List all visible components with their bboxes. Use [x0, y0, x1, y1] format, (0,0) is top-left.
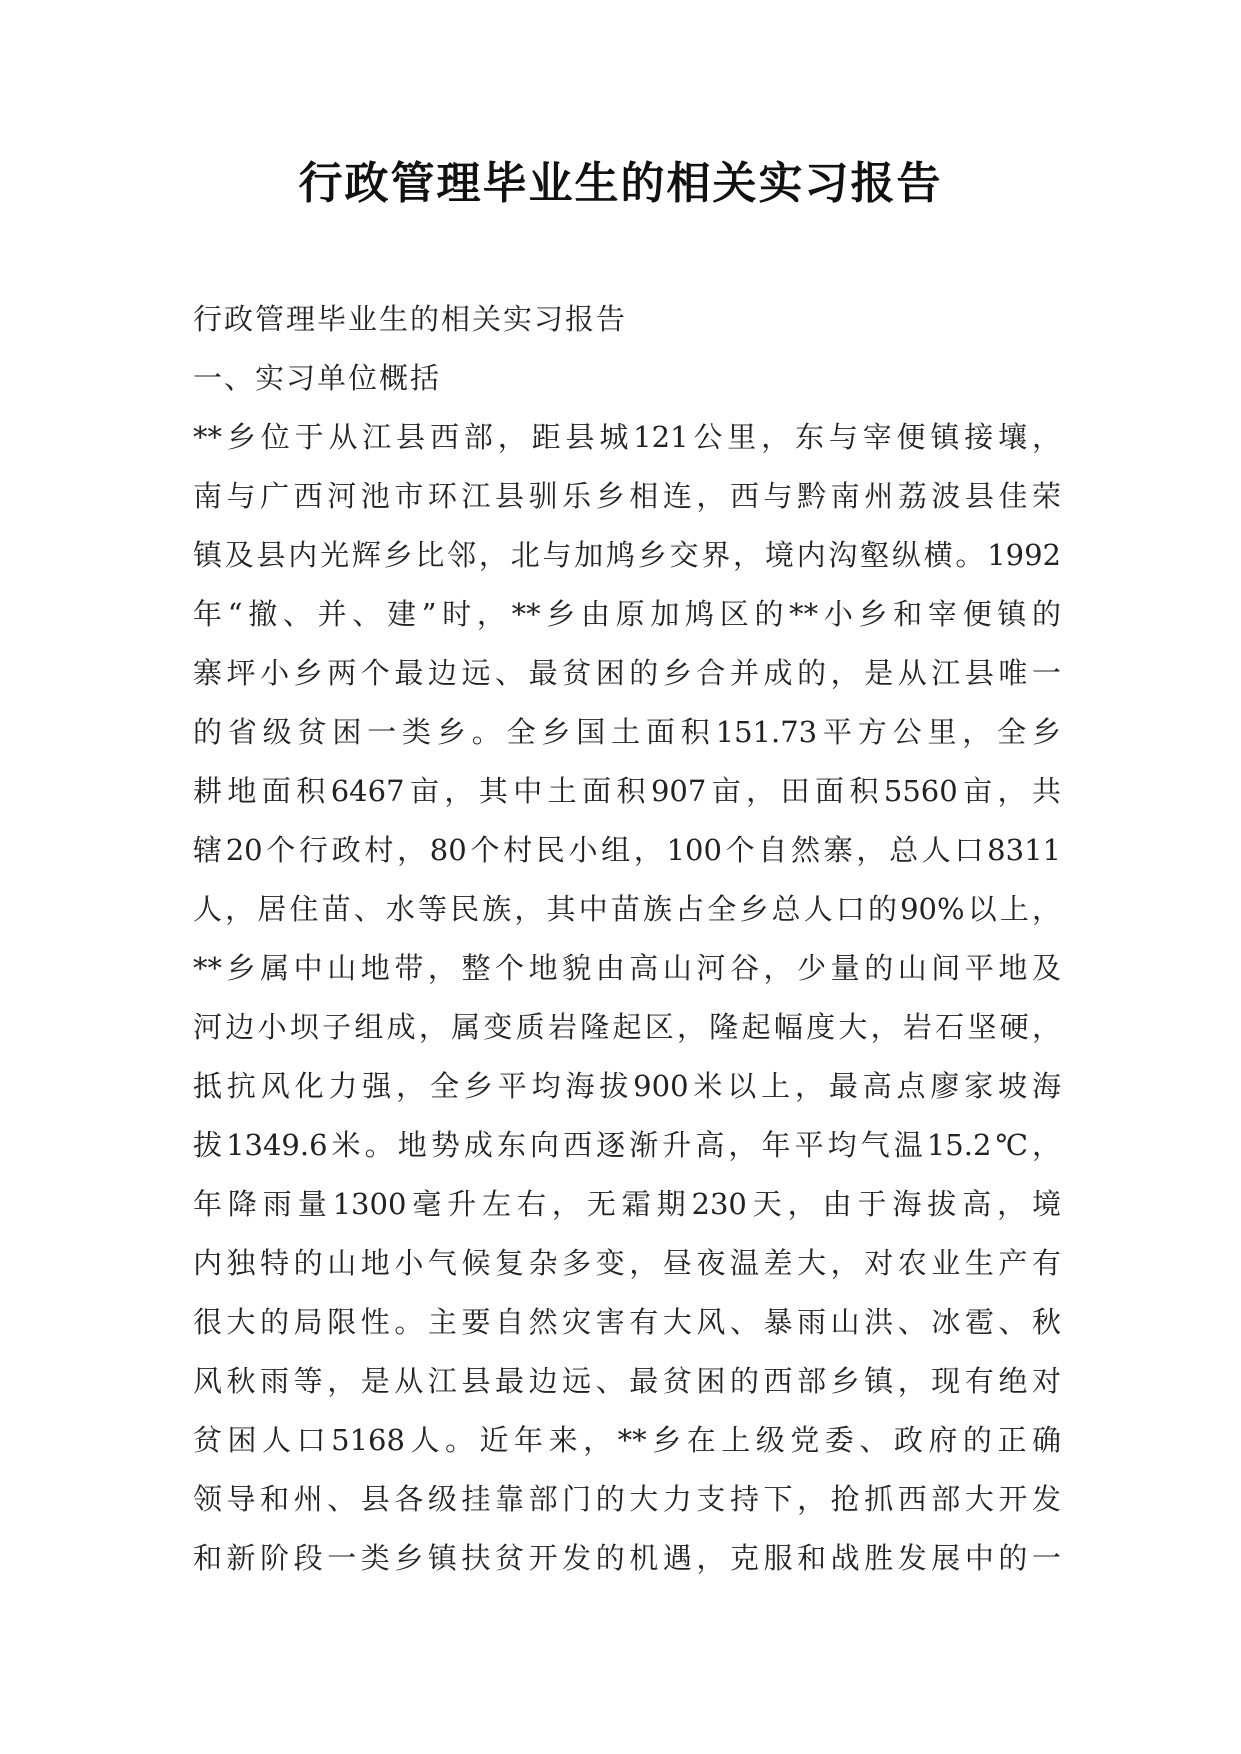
body-line: 年降雨量1300毫升左右，无霜期230天，由于海拔高，境 [193, 1187, 1061, 1221]
body-line: 领导和州、县各级挂靠部门的大力支持下，抢抓西部大开发 [193, 1482, 1061, 1516]
section-heading: 一、实习单位概括 [193, 361, 442, 395]
body-line: 拔1349.6米。地势成东向西逐渐升高，年平均气温15.2℃， [193, 1128, 1061, 1162]
body-line: 辖20个行政村，80个村民小组，100个自然寨，总人口8311 [193, 833, 1061, 867]
body-line: **乡属中山地带，整个地貌由高山河谷，少量的山间平地及 [193, 951, 1061, 985]
body-line: 镇及县内光辉乡比邻，北与加鸠乡交界，境内沟壑纵横。1992 [193, 538, 1061, 572]
body-line: 风秋雨等，是从江县最边远、最贫困的西部乡镇，现有绝对 [193, 1364, 1061, 1398]
body-line: 南与广西河池市环江县驯乐乡相连，西与黔南州荔波县佳荣 [193, 479, 1061, 513]
document-subtitle: 行政管理毕业生的相关实习报告 [193, 302, 628, 336]
body-line: 贫困人口5168人。近年来，**乡在上级党委、政府的正确 [193, 1423, 1061, 1457]
document-title: 行政管理毕业生的相关实习报告 [298, 158, 943, 209]
body-line: 寨坪小乡两个最边远、最贫困的乡合并成的，是从江县唯一 [193, 656, 1061, 690]
body-line: 很大的局限性。主要自然灾害有大风、暴雨山洪、冰雹、秋 [193, 1305, 1061, 1339]
body-line: 的省级贫困一类乡。全乡国土面积151.73平方公里，全乡 [193, 715, 1061, 749]
body-line: 人，居住苗、水等民族，其中苗族占全乡总人口的90%以上， [193, 892, 1061, 926]
body-line: 年“撤、并、建”时，**乡由原加鸠区的**小乡和宰便镇的 [193, 597, 1061, 631]
body-line: 河边小坝子组成，属变质岩隆起区，隆起幅度大，岩石坚硬， [193, 1010, 1061, 1044]
body-line: 和新阶段一类乡镇扶贫开发的机遇，克服和战胜发展中的一 [193, 1541, 1061, 1575]
body-line: 抵抗风化力强，全乡平均海拔900米以上，最高点廖家坡海 [193, 1069, 1061, 1103]
document-body [193, 290, 1061, 1588]
body-line: **乡位于从江县西部，距县城121公里，东与宰便镇接壤， [193, 420, 1061, 454]
body-line: 耕地面积6467亩，其中土面积907亩，田面积5560亩，共 [193, 774, 1061, 808]
body-line: 内独特的山地小气候复杂多变，昼夜温差大，对农业生产有 [193, 1246, 1061, 1280]
